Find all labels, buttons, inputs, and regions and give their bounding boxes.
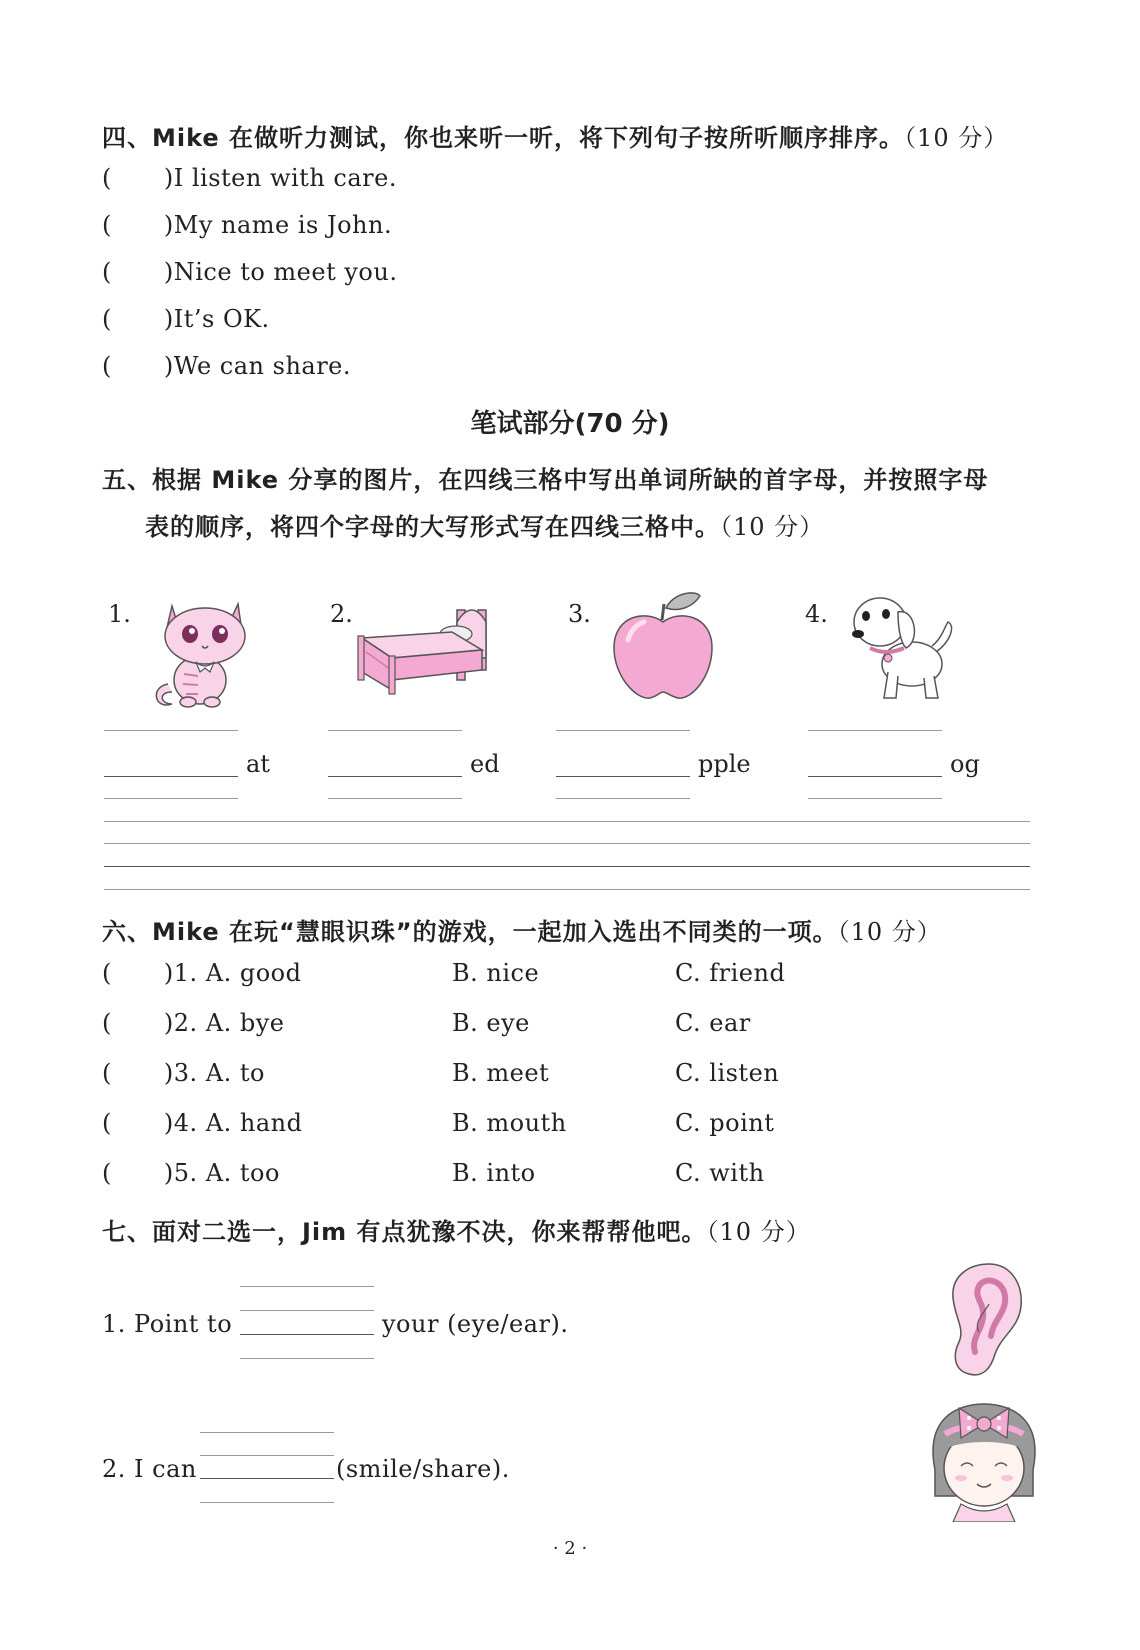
- option-c: C. point: [675, 1109, 775, 1137]
- answer-line[interactable]: [556, 776, 690, 777]
- writing-guide-line: [104, 889, 1030, 890]
- cat-icon: [150, 592, 260, 716]
- list-item: ( )Nice to meet you.: [102, 258, 398, 286]
- writing-guide-line: [808, 730, 942, 731]
- list-item: ( )1. A. good: [102, 959, 302, 987]
- smiling-girl-icon: [925, 1400, 1043, 1526]
- word-suffix: pple: [698, 750, 751, 778]
- writing-guide-line: [104, 798, 238, 799]
- list-item: ( )It’s OK.: [102, 305, 270, 333]
- apple-icon: [608, 590, 718, 706]
- written-section-title: 笔试部分(70 分): [470, 409, 670, 439]
- option-b: B. mouth: [452, 1109, 567, 1137]
- writing-guide-line: [104, 843, 1030, 844]
- option-b: B. meet: [452, 1059, 550, 1087]
- question-prefix: 2. I can: [102, 1455, 197, 1483]
- question-suffix: your (eye/ear).: [382, 1310, 569, 1338]
- word-suffix: at: [246, 750, 270, 778]
- part7-heading: 七、面对二选一，Jim 有点犹豫不决，你来帮帮他吧。（10 分）: [102, 1218, 811, 1246]
- writing-guide-line: [200, 1432, 334, 1433]
- part5-heading-line1: 五、根据 Mike 分享的图片，在四线三格中写出单词所缺的首字母，并按照字母: [102, 466, 989, 494]
- writing-guide-line: [104, 821, 1030, 822]
- writing-guide-line: [556, 798, 690, 799]
- word-suffix: og: [950, 750, 980, 778]
- ear-icon: [945, 1262, 1025, 1384]
- writing-guide-line: [200, 1455, 334, 1456]
- option-c: C. with: [675, 1159, 765, 1187]
- writing-guide-line: [328, 798, 462, 799]
- word-suffix: ed: [470, 750, 500, 778]
- option-b: B. eye: [452, 1009, 530, 1037]
- writing-guide-line: [240, 1310, 374, 1311]
- list-item: ( )My name is John.: [102, 211, 393, 239]
- list-item: ( )5. A. too: [102, 1159, 280, 1187]
- part6-heading: 六、Mike 在玩“慧眼识珠”的游戏，一起加入选出不同类的一项。（10 分）: [102, 918, 942, 946]
- writing-guide-line: [104, 730, 238, 731]
- page-number: · 2 ·: [552, 1538, 588, 1559]
- list-item: ( )2. A. bye: [102, 1009, 285, 1037]
- answer-line[interactable]: [104, 776, 238, 777]
- answer-line[interactable]: [328, 776, 462, 777]
- list-item: ( )4. A. hand: [102, 1109, 303, 1137]
- writing-guide-line: [328, 730, 462, 731]
- bed-icon: [352, 598, 492, 702]
- writing-guide-line: [240, 1286, 374, 1287]
- option-c: C. listen: [675, 1059, 780, 1087]
- item-number: 1.: [108, 600, 131, 628]
- dog-icon: [840, 592, 965, 711]
- item-number: 3.: [568, 600, 591, 628]
- writing-guide-line: [556, 730, 690, 731]
- answer-line[interactable]: [808, 776, 942, 777]
- question-suffix: (smile/share).: [336, 1455, 510, 1483]
- option-b: B. into: [452, 1159, 536, 1187]
- option-b: B. nice: [452, 959, 540, 987]
- writing-guide-line: [808, 798, 942, 799]
- answer-line[interactable]: [240, 1334, 374, 1335]
- question-prefix: 1. Point to: [102, 1310, 233, 1338]
- answer-line[interactable]: [200, 1478, 334, 1479]
- option-c: C. friend: [675, 959, 786, 987]
- list-item: ( )I listen with care.: [102, 164, 397, 192]
- list-item: ( )We can share.: [102, 352, 352, 380]
- part4-heading: 四、Mike 在做听力测试，你也来听一听，将下列句子按所听顺序排序。（10 分）: [102, 124, 1009, 152]
- item-number: 4.: [805, 600, 828, 628]
- list-item: ( )3. A. to: [102, 1059, 265, 1087]
- answer-line[interactable]: [104, 866, 1030, 867]
- writing-guide-line: [200, 1502, 334, 1503]
- option-c: C. ear: [675, 1009, 751, 1037]
- part5-heading-line2: 表的顺序，将四个字母的大写形式写在四线三格中。（10 分）: [145, 513, 825, 541]
- item-number: 2.: [330, 600, 353, 628]
- writing-guide-line: [240, 1358, 374, 1359]
